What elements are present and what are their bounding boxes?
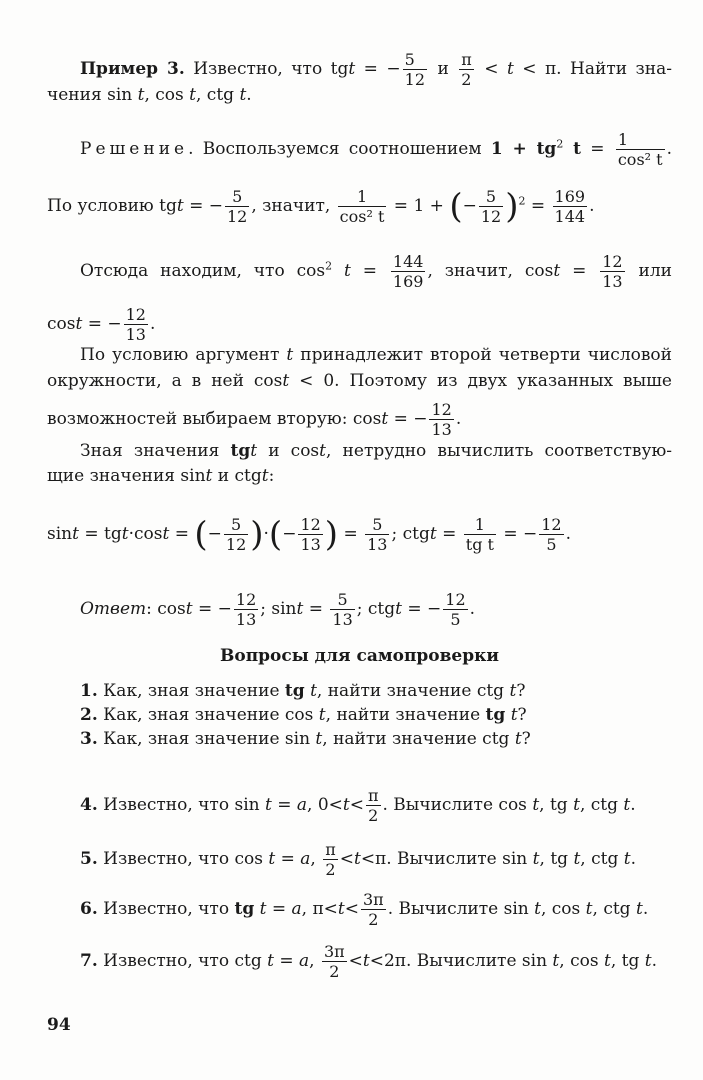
text: <	[339, 849, 354, 869]
bold-text: tg	[230, 441, 251, 461]
parenthesis: (	[268, 514, 283, 555]
italic-text: t	[205, 466, 213, 486]
text: = −	[388, 409, 428, 429]
italic-text: Ответ	[80, 599, 147, 619]
italic-text: t	[573, 849, 581, 869]
fraction	[616, 130, 665, 169]
parenthesis: )	[324, 514, 339, 555]
text-line	[80, 840, 672, 879]
text: , ctg	[580, 849, 624, 869]
text: . Воспользуемся соотношением	[188, 139, 491, 159]
numerator: 12	[445, 590, 466, 609]
numerator: 5	[365, 515, 389, 535]
denominator: 13	[235, 610, 257, 629]
text: , π<	[301, 899, 338, 919]
bold-text: Вопросы для самопроверки	[219, 646, 500, 666]
fraction	[298, 515, 322, 554]
italic-text: t	[286, 345, 294, 365]
numerator: π	[325, 840, 336, 859]
italic-text: t	[623, 795, 631, 815]
italic-text: t	[623, 849, 631, 869]
numerator: π	[367, 786, 379, 805]
italic-text: t	[121, 524, 129, 544]
exponent: 2	[325, 259, 333, 273]
italic-text: t	[429, 524, 437, 544]
numerator: 5	[225, 187, 249, 207]
text: cos	[47, 314, 76, 334]
text: Известно, что cos	[97, 849, 269, 869]
italic-text: t	[505, 705, 518, 725]
text: Зная значения	[80, 441, 231, 461]
denominator: 12	[404, 70, 425, 89]
text: <	[349, 795, 364, 815]
italic-text: t	[552, 951, 560, 971]
text: = −	[497, 524, 538, 544]
fraction	[322, 942, 347, 981]
text: . Вычислите sin	[387, 899, 535, 919]
text: . Вычислите cos	[382, 795, 533, 815]
text: и	[429, 59, 458, 79]
text: =	[525, 196, 551, 216]
fraction	[391, 252, 426, 291]
italic-text: t = a	[254, 899, 302, 919]
fraction	[330, 590, 354, 629]
fraction	[225, 187, 249, 226]
text: <π. Вычислите sin	[360, 849, 533, 869]
text: .	[630, 849, 636, 869]
denominator: 13	[300, 535, 321, 554]
text: , cos	[144, 85, 190, 105]
italic-text: t	[72, 524, 79, 544]
fraction	[464, 515, 496, 554]
text-line	[80, 440, 672, 462]
text: , tg	[539, 795, 574, 815]
denominator: 2	[368, 910, 379, 929]
bold-text: 94	[47, 1015, 71, 1035]
denominator: 2	[461, 70, 472, 89]
text: , 0<	[307, 795, 343, 815]
text: ·cos	[128, 524, 163, 544]
fraction	[366, 786, 381, 825]
italic-text: t	[506, 59, 514, 79]
denominator: 13	[602, 272, 623, 291]
denominator: 12	[480, 207, 502, 226]
italic-text: t	[189, 85, 196, 105]
text: =	[350, 261, 389, 281]
fraction	[600, 252, 624, 291]
text: ?	[516, 681, 526, 701]
bold-text: Пример 3.	[80, 59, 185, 79]
text: чения sin	[47, 85, 138, 105]
text: = −	[355, 59, 401, 79]
section-heading	[47, 645, 672, 667]
italic-text: t	[315, 729, 323, 749]
text: Как, зная значение	[97, 681, 285, 701]
exponent: 2	[518, 194, 526, 208]
fraction	[479, 187, 503, 226]
text-line	[80, 590, 672, 629]
text: Как, зная значение sin	[97, 729, 316, 749]
bold-text: 4.	[80, 795, 98, 815]
text: Отсюда находим, что cos	[80, 261, 326, 281]
text: −	[282, 524, 297, 544]
text-line	[80, 890, 672, 929]
text-line	[47, 515, 672, 554]
italic-text: t	[514, 729, 522, 749]
text: ?	[521, 729, 531, 749]
numerator: 12	[602, 252, 623, 271]
italic-text: t	[337, 899, 345, 919]
numerator: 12	[300, 515, 321, 534]
italic-text: t = a	[267, 951, 310, 971]
denominator: 12	[226, 207, 248, 226]
text: sin	[47, 524, 73, 544]
numerator: 5	[403, 50, 427, 70]
fraction	[338, 187, 387, 226]
italic-text: t	[635, 899, 643, 919]
numerator: 5	[330, 590, 354, 610]
text-line	[80, 786, 672, 825]
italic-text: t	[176, 196, 184, 216]
text: щие значения sin	[47, 466, 206, 486]
text: ; sin	[260, 599, 297, 619]
text: , значит, cos	[427, 261, 554, 281]
bold-text: 6.	[80, 899, 98, 919]
italic-text: t	[603, 951, 611, 971]
text: < 0. Поэтому из двух указанных выше	[289, 371, 672, 391]
spaced-text: Решение	[80, 139, 189, 159]
numerator: 169	[554, 187, 586, 206]
italic-text: t	[395, 599, 402, 619]
text: принадлежит второй четверти числовой	[293, 345, 673, 365]
numerator: 12	[541, 515, 562, 534]
numerator: 3π	[323, 942, 345, 961]
text: и ctg	[212, 466, 262, 486]
text: или	[626, 261, 672, 281]
bold-text: tg	[234, 899, 255, 919]
italic-text: t	[534, 899, 541, 919]
fraction	[553, 187, 588, 226]
text-line	[80, 728, 672, 750]
italic-text: t	[532, 795, 540, 815]
numerator: 12	[431, 400, 452, 419]
numerator: 144	[392, 252, 424, 271]
text: ; ctg	[391, 524, 430, 544]
fraction	[429, 400, 453, 439]
text: = −	[82, 314, 122, 334]
text: , ctg	[196, 85, 240, 105]
italic-text: t	[239, 85, 247, 105]
text: , найти значение	[325, 705, 486, 725]
italic-text: t	[353, 849, 361, 869]
numerator: 5	[479, 187, 503, 207]
italic-text: t	[532, 849, 540, 869]
italic-text: t	[318, 705, 326, 725]
italic-text: t	[573, 795, 580, 815]
denominator: 13	[125, 325, 146, 344]
text: = tg	[78, 524, 122, 544]
italic-text: t	[75, 314, 83, 334]
bold-text: t	[563, 139, 581, 159]
bold-text: 3.	[80, 729, 98, 749]
numerator: 5	[224, 515, 248, 535]
text: По условию аргумент	[80, 345, 287, 365]
text: .	[589, 196, 595, 216]
text: ,	[310, 849, 322, 869]
text: −	[207, 524, 222, 544]
italic-text: t	[282, 371, 290, 391]
fraction	[361, 890, 386, 929]
text: = −	[192, 599, 232, 619]
text: Известно, что ctg	[97, 951, 268, 971]
text-line	[80, 942, 672, 981]
text: −	[462, 196, 477, 216]
numerator: 1	[338, 187, 387, 207]
text: , cos	[559, 951, 604, 971]
bold-text: 1 + tg	[490, 139, 557, 159]
denominator: tg t	[465, 535, 494, 554]
fraction	[323, 840, 338, 879]
italic-text: t	[137, 85, 145, 105]
text-line	[80, 344, 672, 366]
text: < π. Найти зна-	[513, 59, 673, 79]
text-line	[47, 465, 672, 487]
italic-text: t	[332, 261, 351, 281]
text: .	[565, 524, 572, 544]
text-line	[80, 130, 672, 169]
text: = 1 +	[388, 196, 450, 216]
text: , нетрудно вычислить соответствую-	[326, 441, 672, 461]
italic-text: t	[348, 59, 356, 79]
text: <	[344, 899, 359, 919]
text: .	[246, 85, 252, 105]
text-line	[47, 400, 672, 439]
denominator: cos² t	[617, 150, 663, 169]
text-line	[47, 305, 672, 344]
text: .	[651, 951, 657, 971]
text: ·	[263, 524, 269, 544]
text: <	[475, 59, 507, 79]
bold-text: 1.	[80, 681, 98, 701]
denominator: 13	[332, 610, 353, 629]
text-line	[80, 252, 672, 291]
denominator: 2	[368, 806, 379, 825]
fraction	[224, 515, 248, 554]
parenthesis: (	[449, 186, 463, 227]
text: : cos	[146, 599, 186, 619]
italic-text: t	[362, 951, 370, 971]
italic-text: t	[162, 524, 170, 544]
text: , ctg	[592, 899, 636, 919]
text: Известно, что sin	[97, 795, 265, 815]
denominator: 144	[554, 207, 586, 226]
text: ?	[517, 705, 527, 725]
bold-text: tg	[485, 705, 506, 725]
text: =	[338, 524, 364, 544]
text: , ctg	[579, 795, 624, 815]
text-line	[80, 704, 672, 726]
italic-text: t	[342, 795, 350, 815]
denominator: 5	[450, 610, 461, 629]
numerator: 1	[464, 515, 496, 535]
text: <2π. Вычислите sin	[369, 951, 553, 971]
text: .	[455, 409, 462, 429]
text: , найти значение ctg	[322, 729, 515, 749]
text: ; ctg	[356, 599, 396, 619]
italic-text: t	[304, 681, 317, 701]
text: По условию tg	[47, 196, 177, 216]
denominator: cos² t	[339, 207, 385, 226]
denominator: 13	[367, 535, 388, 554]
text: =	[560, 261, 599, 281]
bold-text: 5.	[80, 849, 98, 869]
text: .	[630, 795, 636, 815]
denominator: 12	[225, 535, 247, 554]
parenthesis: )	[505, 186, 519, 227]
exponent: 2	[556, 137, 564, 151]
text: , tg	[610, 951, 645, 971]
numerator: 1	[616, 130, 665, 150]
page-number	[47, 1014, 672, 1036]
italic-text: t	[381, 409, 389, 429]
text: , cos	[540, 899, 586, 919]
fraction	[443, 590, 467, 629]
denominator: 5	[546, 535, 557, 554]
bold-text: 2.	[80, 705, 98, 725]
text: = −	[183, 196, 223, 216]
text: .	[149, 314, 156, 334]
text-line	[47, 84, 672, 106]
denominator: 2	[325, 860, 336, 879]
italic-text: t = a	[268, 849, 311, 869]
text-line	[80, 680, 672, 702]
italic-text: t	[250, 441, 258, 461]
fraction	[234, 590, 258, 629]
text: =	[436, 524, 462, 544]
bold-text: 7.	[80, 951, 98, 971]
numerator: 12	[125, 305, 146, 324]
italic-text: t	[553, 261, 561, 281]
italic-text: t	[509, 681, 517, 701]
text: = −	[402, 599, 442, 619]
text: :	[268, 466, 275, 486]
text: возможностей выбираем вторую: cos	[47, 409, 382, 429]
text: <	[348, 951, 363, 971]
fraction	[124, 305, 148, 344]
text: Известно, что	[97, 899, 235, 919]
text-line	[47, 187, 672, 226]
parenthesis: (	[194, 514, 208, 555]
text-line	[47, 370, 672, 392]
denominator: 169	[392, 272, 424, 291]
denominator: 13	[431, 420, 452, 439]
text: .	[642, 899, 649, 919]
text: ,	[309, 951, 320, 971]
fraction	[365, 515, 389, 554]
italic-text: t	[296, 599, 304, 619]
italic-text: t	[585, 899, 593, 919]
text: Как, зная значение cos	[97, 705, 319, 725]
text: , найти значение ctg	[316, 681, 510, 701]
text: =	[303, 599, 329, 619]
text: =	[169, 524, 195, 544]
denominator: 2	[329, 962, 340, 981]
italic-text: t = a	[264, 795, 308, 815]
italic-text: t	[185, 599, 193, 619]
numerator: π	[461, 50, 472, 69]
bold-text: tg	[284, 681, 305, 701]
text: =	[580, 139, 614, 159]
text: и cos	[257, 441, 320, 461]
text: .	[666, 139, 672, 159]
italic-text: t	[261, 466, 269, 486]
italic-text: t	[319, 441, 327, 461]
italic-text: t	[644, 951, 652, 971]
text: , tg	[539, 849, 574, 869]
fraction	[539, 515, 563, 554]
text: , значит,	[251, 196, 336, 216]
parenthesis: )	[250, 514, 264, 555]
text: .	[469, 599, 476, 619]
numerator: 12	[235, 590, 257, 609]
text: Известно, что tg	[184, 59, 349, 79]
text: окружности, а в ней cos	[47, 371, 283, 391]
numerator: 3π	[362, 890, 384, 909]
